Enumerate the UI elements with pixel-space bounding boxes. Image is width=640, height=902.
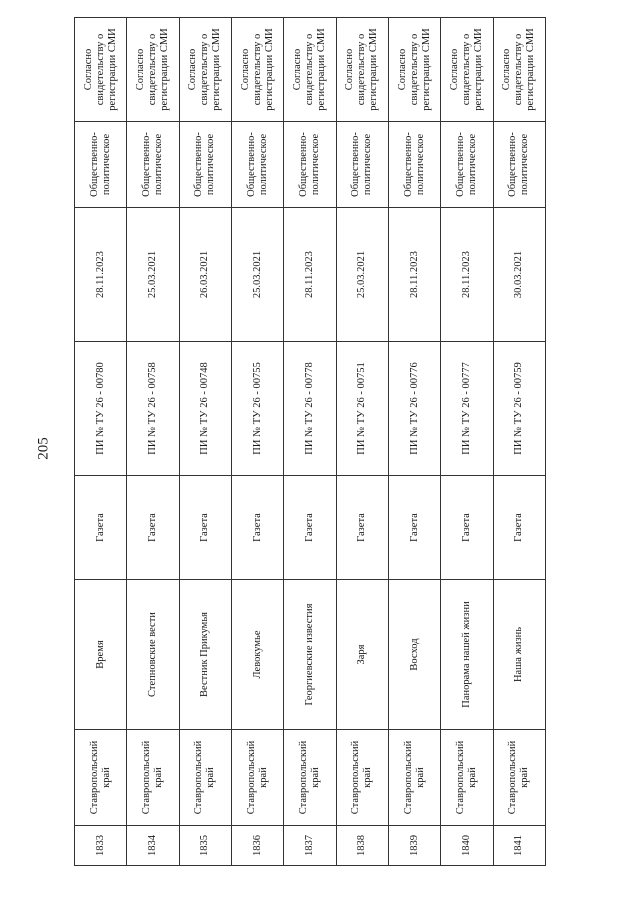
region-cell: Ставропольский край [284,730,336,826]
region-cell: Ставропольский край [336,730,388,826]
media-form-cell: Газета [231,476,283,580]
specialization-cell: Общественно-политическое [179,122,231,208]
row-number: 1834 [127,826,179,866]
media-form-cell: Газета [388,476,440,580]
date-cell: 28.11.2023 [75,208,127,342]
page-number: 205 [35,437,52,460]
region-cell: Ставропольский край [493,730,545,826]
row-number: 1833 [75,826,127,866]
date-cell: 25.03.2021 [127,208,179,342]
media-form-cell: Газета [336,476,388,580]
specialization-cell: Общественно-политическое [127,122,179,208]
note-cell: Согласно свидетельству о регистрации СМИ [127,18,179,122]
media-name-cell: Восход [388,580,440,730]
date-cell: 28.11.2023 [284,208,336,342]
license-cell: ПИ № ТУ 26 - 00758 [127,342,179,476]
table-row [75,18,127,866]
table-row [493,18,545,866]
row-number: 1840 [441,826,493,866]
specialization-cell: Общественно-политическое [441,122,493,208]
note-cell: Согласно свидетельству о регистрации СМИ [231,18,283,122]
license-cell: ПИ № ТУ 26 - 00776 [388,342,440,476]
specialization-cell: Общественно-политическое [75,122,127,208]
region-cell: Ставропольский край [388,730,440,826]
specialization-cell: Общественно-политическое [336,122,388,208]
media-form-cell: Газета [127,476,179,580]
license-cell: ПИ № ТУ 26 - 00759 [493,342,545,476]
row-number: 1837 [284,826,336,866]
license-cell: ПИ № ТУ 26 - 00755 [231,342,283,476]
region-cell: Ставропольский край [75,730,127,826]
note-cell: Согласно свидетельству о регистрации СМИ [75,18,127,122]
specialization-cell: Общественно-политическое [388,122,440,208]
media-name-cell: Степновские вести [127,580,179,730]
region-cell: Ставропольский край [441,730,493,826]
row-number: 1841 [493,826,545,866]
date-cell: 25.03.2021 [336,208,388,342]
license-cell: ПИ № ТУ 26 - 00777 [441,342,493,476]
date-cell: 26.03.2021 [179,208,231,342]
specialization-cell: Общественно-политическое [231,122,283,208]
specialization-cell: Общественно-политическое [493,122,545,208]
media-name-cell: Панорама нашей жизни [441,580,493,730]
media-form-cell: Газета [179,476,231,580]
specialization-cell: Общественно-политическое [284,122,336,208]
date-cell: 30.03.2021 [493,208,545,342]
license-cell: ПИ № ТУ 26 - 00748 [179,342,231,476]
rotated-table-container [74,18,546,866]
region-cell: Ставропольский край [127,730,179,826]
row-number: 1836 [231,826,283,866]
media-registry-table [74,17,546,866]
table-row [231,18,283,866]
note-cell: Согласно свидетельству о регистрации СМИ [493,18,545,122]
license-cell: ПИ № ТУ 26 - 00751 [336,342,388,476]
region-cell: Ставропольский край [179,730,231,826]
table-row [127,18,179,866]
media-name-cell: Наша жизнь [493,580,545,730]
note-cell: Согласно свидетельству о регистрации СМИ [284,18,336,122]
note-cell: Согласно свидетельству о регистрации СМИ [336,18,388,122]
table-row [179,18,231,866]
media-form-cell: Газета [75,476,127,580]
media-name-cell: Вестник Прикумья [179,580,231,730]
media-name-cell: Левокумье [231,580,283,730]
media-form-cell: Газета [441,476,493,580]
date-cell: 28.11.2023 [388,208,440,342]
row-number: 1835 [179,826,231,866]
media-form-cell: Газета [493,476,545,580]
date-cell: 28.11.2023 [441,208,493,342]
region-cell: Ставропольский край [231,730,283,826]
date-cell: 25.03.2021 [231,208,283,342]
row-number: 1839 [388,826,440,866]
table-row [441,18,493,866]
table-row [388,18,440,866]
table-row [284,18,336,866]
table-row [336,18,388,866]
media-form-cell: Газета [284,476,336,580]
license-cell: ПИ № ТУ 26 - 00780 [75,342,127,476]
media-name-cell: Время [75,580,127,730]
row-number: 1838 [336,826,388,866]
note-cell: Согласно свидетельству о регистрации СМИ [179,18,231,122]
media-name-cell: Заря [336,580,388,730]
license-cell: ПИ № ТУ 26 - 00778 [284,342,336,476]
note-cell: Согласно свидетельству о регистрации СМИ [441,18,493,122]
media-name-cell: Георгиевские известия [284,580,336,730]
note-cell: Согласно свидетельству о регистрации СМИ [388,18,440,122]
